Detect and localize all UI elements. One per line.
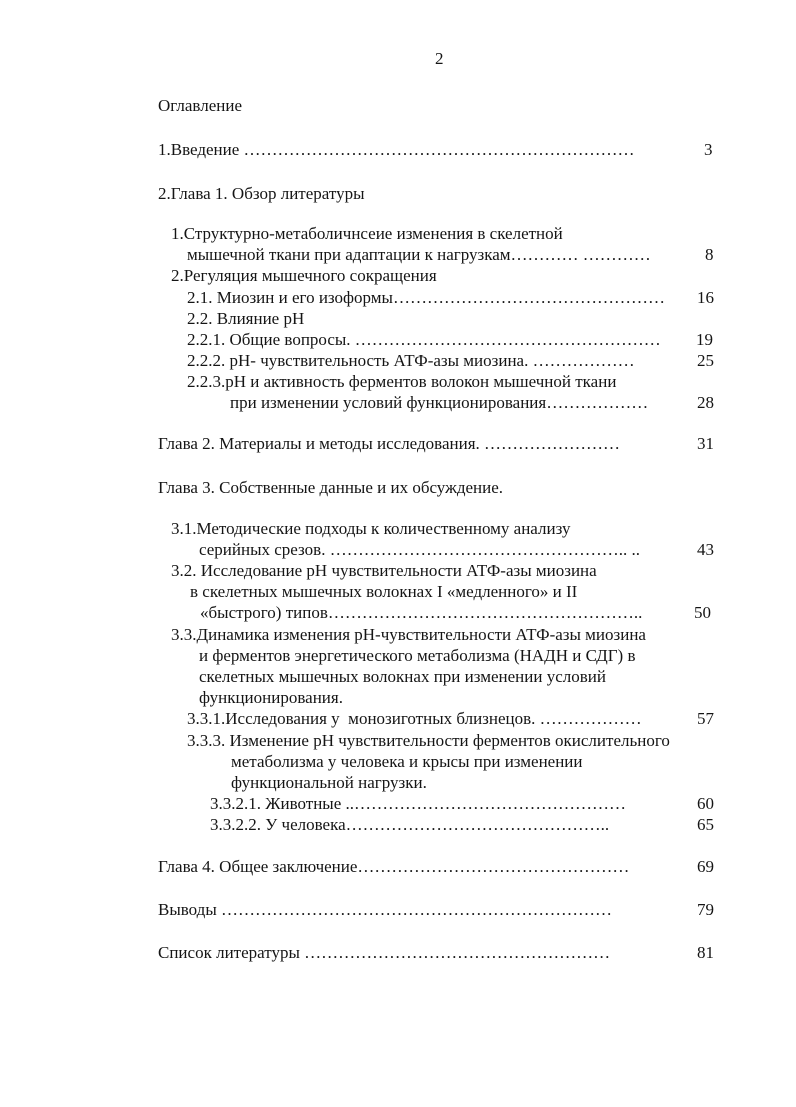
toc-page-3-3-1: 57: [697, 709, 714, 728]
toc-page-chapter4: 69: [697, 857, 714, 876]
toc-page-chapter2: 31: [697, 434, 714, 453]
toc-page-references: 81: [697, 943, 714, 962]
toc-entry-chapter2: Глава 2. Материалы и методы исследования. ……………………: [158, 434, 621, 453]
toc-entry-conclusions: Выводы ……………………………………………………………: [158, 900, 613, 919]
toc-page-conclusions: 79: [697, 900, 714, 919]
toc-entry-3-3-line1: 3.3.Динамика изменения pH-чувствительности АТФ-азы миозина: [171, 625, 646, 644]
toc-entry-3-3-2-2: 3.3.2.2. У человека………………………………………..: [210, 815, 610, 834]
toc-entry-2-2-2: 2.2.2. pH- чувствительность АТФ-азы миозина. ………………: [187, 351, 635, 370]
toc-entry-1-line1: 1.Структурно-метаболичнсеие изменения в скелетной: [171, 224, 563, 243]
toc-entry-3-1-line2: серийных срезов. …………………………………………….. ..: [199, 540, 640, 559]
toc-entry-chapter1: 2.Глава 1. Обзор литературы: [158, 184, 365, 203]
toc-page-3-3-2-2: 65: [697, 815, 714, 834]
toc-page-3-2: 50: [694, 603, 711, 622]
page-number: 2: [435, 49, 444, 68]
toc-entry-2-2-1: 2.2.1. Общие вопросы. ………………………………………………: [187, 330, 661, 349]
toc-entry-2-2-3-line1: 2.2.3.pH и активность ферментов волокон мышечной ткани: [187, 372, 617, 391]
toc-entry-2: 2.Регуляция мышечного сокращения: [171, 266, 437, 285]
toc-entry-3-3-line2: и ферментов энергетического метаболизма (НАДН и СДГ) в: [199, 646, 636, 665]
toc-page-2-2-1: 19: [696, 330, 713, 349]
toc-entry-3-3-3-line1: 3.3.3. Изменение pH чувствительности ферментов окислительного: [187, 731, 670, 750]
toc-entry-3-3-3-line3: функциональной нагрузки.: [231, 773, 427, 792]
toc-entry-1-line2: мышечной ткани при адаптации к нагрузкам………… …………: [187, 245, 651, 264]
toc-entry-3-3-1: 3.3.1.Исследования у монозиготных близнецов. ………………: [187, 709, 642, 728]
toc-page-1: 8: [705, 245, 714, 264]
toc-entry-2-2-3-line2: при изменении условий функционирования………………: [230, 393, 649, 412]
toc-entry-introduction: 1.Введение ……………………………………………………………: [158, 140, 635, 159]
toc-entry-chapter3: Глава 3. Собственные данные и их обсуждение.: [158, 478, 504, 497]
toc-page-2-2-3: 28: [697, 393, 714, 412]
toc-page-2-1: 16: [697, 288, 714, 307]
toc-entry-3-3-2-1: 3.3.2.1. Животные ..…………………………………………: [210, 794, 627, 813]
toc-entry-3-3-3-line2: метаболизма у человека и крысы при изменении: [231, 752, 583, 771]
toc-title: Оглавление: [158, 96, 242, 115]
toc-entry-chapter4: Глава 4. Общее заключение…………………………………………: [158, 857, 630, 876]
toc-page-introduction: 3: [704, 140, 713, 159]
toc-page-3-3-2-1: 60: [697, 794, 714, 813]
toc-entry-3-3-line4: функционирования.: [199, 688, 343, 707]
toc-entry-3-1-line1: 3.1.Методические подходы к количественному анализу: [171, 519, 571, 538]
toc-entry-3-3-line3: скелетных мышечных волокнах при изменении условий: [199, 667, 606, 686]
toc-entry-2-1: 2.1. Миозин и его изоформы…………………………………………: [187, 288, 665, 307]
toc-page-2-2-2: 25: [697, 351, 714, 370]
toc-entry-3-2-line2: в скелетных мышечных волокнах I «медленного» и II: [190, 582, 578, 601]
toc-page-3-1: 43: [697, 540, 714, 559]
toc-entry-3-2-line3: «быстрого) типов………………………………………………..: [200, 603, 643, 622]
toc-entry-references: Список литературы ………………………………………………: [158, 943, 611, 962]
toc-entry-3-2-line1: 3.2. Исследование pH чувствительности АТФ-азы миозина: [171, 561, 597, 580]
toc-entry-2-2: 2.2. Влияние pH: [187, 309, 305, 328]
